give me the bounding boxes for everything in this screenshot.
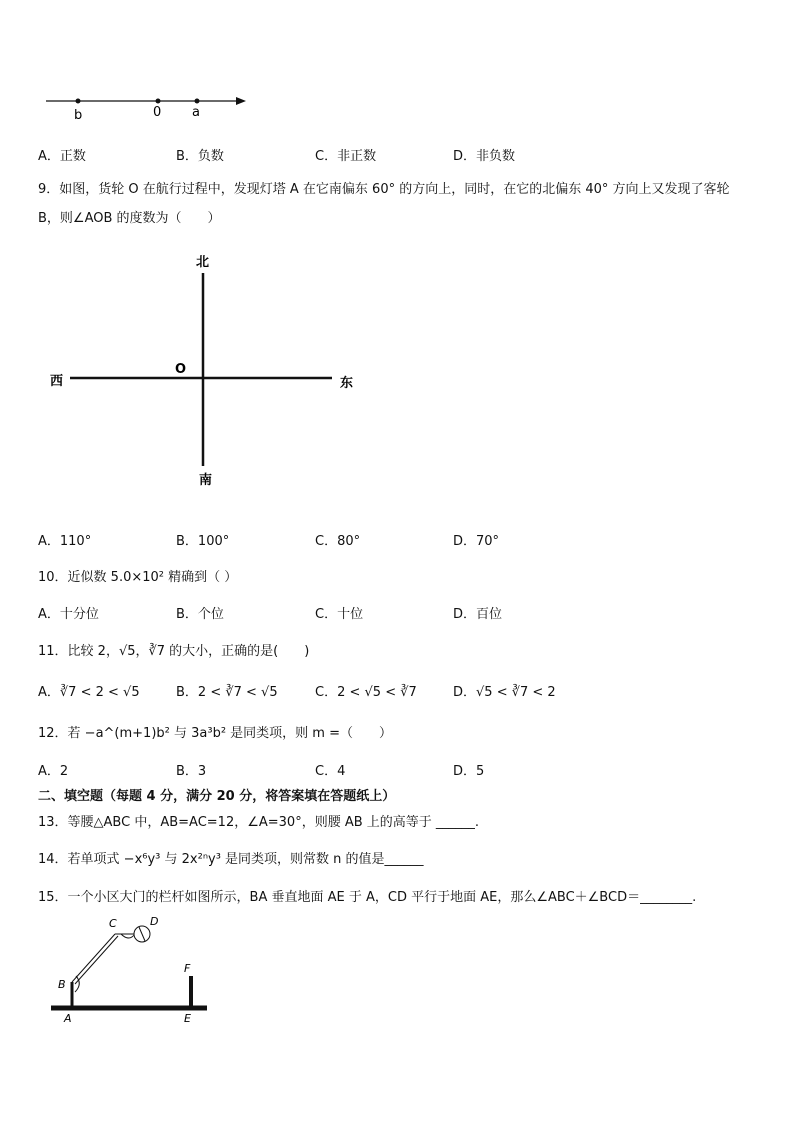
q8-option-b: B．负数	[176, 149, 224, 164]
q10-option-d: D．百位	[453, 607, 503, 622]
q8-option-c: C．非正数	[315, 149, 377, 164]
q10-option-b: B．个位	[176, 607, 224, 622]
q10-option-c: C．十位	[315, 607, 364, 622]
q12-text: 12．若 −a^(m+1)b² 与 3a³b² 是同类项，则 m =（ ）	[38, 726, 392, 741]
q8-option-a: A．正数	[38, 149, 86, 164]
q9-option-b: B．100°	[176, 534, 230, 549]
compass-figure	[40, 248, 370, 493]
section-2-heading: 二、填空题（每题 4 分，满分 20 分，将答案填在答题纸上）	[38, 789, 396, 804]
label-zero: 0	[153, 105, 162, 120]
point-b	[76, 99, 81, 104]
label-d: D	[150, 915, 159, 928]
q9-option-d: D．70°	[453, 534, 500, 549]
point-zero	[156, 99, 161, 104]
q12-option-d: D．5	[453, 764, 485, 779]
gate-figure	[45, 912, 220, 1027]
south-label: 南	[199, 473, 213, 488]
label-c: C	[109, 917, 117, 930]
q8-option-d: D．非负数	[453, 149, 516, 164]
q9-text-line1: 9．如图，货轮 O 在航行过程中，发现灯塔 A 在它南偏东 60° 的方向上，同时，在它的北偏东 40° 方向上又发现了客轮	[38, 182, 730, 197]
q11-option-c: C．2 < √5 < ∛7	[315, 685, 417, 700]
north-label: 北	[196, 255, 210, 270]
angle-arc-c	[121, 934, 135, 938]
bar-bc-inner	[75, 936, 118, 984]
q14-text: 14．若单项式 −x⁶y³ 与 2x²ⁿy³ 是同类项，则常数 n 的值是______	[38, 852, 424, 867]
q15-text: 15．一个小区大门的栏杆如图所示，BA 垂直地面 AE 于 A，CD 平行于地面 AE，那么∠ABC＋∠BCD＝________.	[38, 890, 697, 905]
number-line-figure	[40, 88, 260, 126]
west-label: 西	[50, 374, 64, 389]
q10-option-a: A．十分位	[38, 607, 99, 622]
number-line-arrow	[236, 97, 246, 105]
label-b: b	[74, 108, 83, 123]
bar-bc	[72, 934, 115, 982]
east-label: 东	[340, 376, 354, 391]
q13-text: 13．等腰△ABC 中，AB=AC=12，∠A=30°，则腰 AB 上的高等于 ______.	[38, 815, 480, 830]
q12-option-a: A．2	[38, 764, 69, 779]
point-a	[195, 99, 200, 104]
label-b: B	[58, 978, 66, 991]
label-e: E	[184, 1012, 191, 1025]
q11-text: 11．比较 2，√5，∛7 的大小，正确的是( )	[38, 644, 310, 659]
label-f: F	[184, 962, 191, 975]
q12-option-b: B．3	[176, 764, 207, 779]
q9-text-line2: B，则∠AOB 的度数为（ ）	[38, 211, 221, 226]
label-a: a	[192, 105, 200, 120]
q9-option-a: A．110°	[38, 534, 92, 549]
q11-option-b: B．2 < ∛7 < √5	[176, 685, 278, 700]
q11-option-a: A．∛7 < 2 < √5	[38, 685, 140, 700]
label-a: A	[64, 1012, 72, 1025]
origin-label: O	[175, 362, 187, 377]
q11-option-d: D．√5 < ∛7 < 2	[453, 685, 556, 700]
q9-option-c: C．80°	[315, 534, 361, 549]
q12-option-c: C．4	[315, 764, 346, 779]
q10-text: 10．近似数 5.0×10² 精确到（ ）	[38, 570, 238, 585]
